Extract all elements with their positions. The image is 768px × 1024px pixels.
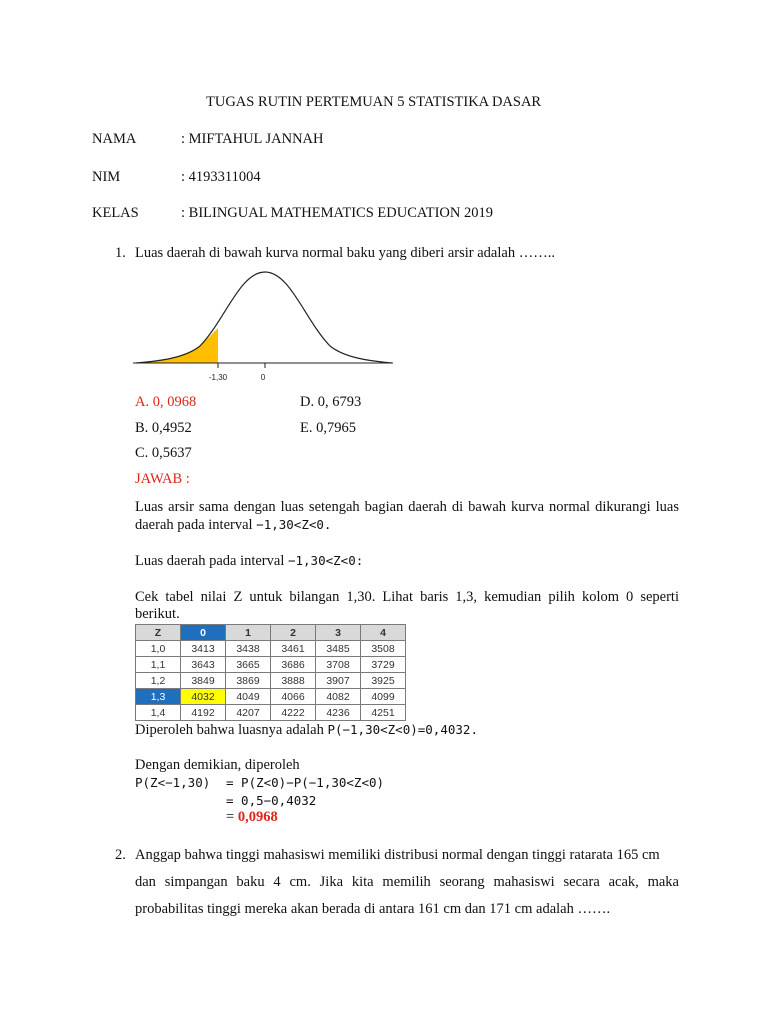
normal-curve-figure <box>130 268 395 388</box>
table-cell: 1,0 <box>136 641 181 657</box>
answer-paragraph-1-text: Luas arsir sama dengan luas setengah bagian daerah di bawah kurva normal dikurangi luas daerah pada interval <box>135 499 679 533</box>
calc-line-2: = 0,5−0,4032 <box>226 793 317 808</box>
z-header-col-4: 4 <box>361 625 406 641</box>
answer-paragraph-2-math: −1,30<Z<0: <box>287 553 364 568</box>
q1-question: Luas daerah di bawah kurva normal baku yang diberi arsir adalah …….. <box>135 245 555 261</box>
z-table-header <box>136 625 406 641</box>
table-cell-highlighted: 4032 <box>181 689 226 705</box>
table-row <box>136 705 406 721</box>
table-cell: 3888 <box>271 673 316 689</box>
table-cell: 3643 <box>181 657 226 673</box>
q2-line-1: Anggap bahwa tinggi mahasiswi memiliki distribusi normal dengan tinggi ratarata 165 cm <box>135 847 660 863</box>
table-cell: 3869 <box>226 673 271 689</box>
q2-line-3: probabilitas tinggi mereka akan berada di antara 161 cm dan 171 cm adalah ……. <box>135 901 611 917</box>
table-cell: 1,2 <box>136 673 181 689</box>
calc-line-3-eq: = <box>226 809 235 825</box>
option-e: E. 0,7965 <box>300 420 356 436</box>
answer-paragraph-5: Dengan demikian, diperoleh <box>135 757 300 773</box>
z-header-col-2: 2 <box>271 625 316 641</box>
class-value: : BILINGUAL MATHEMATICS EDUCATION 2019 <box>181 205 494 221</box>
nim-label: NIM <box>92 169 121 185</box>
name-label: NAMA <box>92 131 137 147</box>
z-table <box>135 624 406 721</box>
option-a: A. 0, 0968 <box>135 394 197 410</box>
shaded-area <box>136 328 218 363</box>
table-cell: 4082 <box>316 689 361 705</box>
table-row-selected <box>136 689 406 705</box>
table-cell: 4207 <box>226 705 271 721</box>
answer-paragraph-4-text: Diperoleh bahwa luasnya adalah <box>135 722 328 738</box>
final-answer: 0,0968 <box>237 809 278 825</box>
table-cell: 3708 <box>316 657 361 673</box>
option-b: B. 0,4952 <box>135 420 192 436</box>
class-label: KELAS <box>92 205 139 221</box>
table-cell: 3849 <box>181 673 226 689</box>
table-cell: 3907 <box>316 673 361 689</box>
table-cell: 1,4 <box>136 705 181 721</box>
table-row <box>136 641 406 657</box>
option-c: C. 0,5637 <box>135 445 192 461</box>
table-cell: 3686 <box>271 657 316 673</box>
table-cell: 4049 <box>226 689 271 705</box>
z-header-col-3: 3 <box>316 625 361 641</box>
table-cell: 3438 <box>226 641 271 657</box>
table-cell: 3665 <box>226 657 271 673</box>
q2-line-2: dan simpangan baku 4 cm. Jika kita memilih seorang mahasiswi secara acak, maka <box>135 874 679 890</box>
axis-label-neg: -1,30 <box>208 373 228 382</box>
nim-value: : 4193311004 <box>181 169 261 185</box>
calc-line-1: = P(Z<0)−P(−1,30<Z<0) <box>226 775 385 790</box>
table-cell-selected-row: 1,3 <box>136 689 181 705</box>
table-cell: 3485 <box>316 641 361 657</box>
table-cell: 4222 <box>271 705 316 721</box>
z-header-col-0: 0 <box>181 625 226 641</box>
table-cell: 4066 <box>271 689 316 705</box>
table-cell: 4251 <box>361 705 406 721</box>
z-header-col-1: 1 <box>226 625 271 641</box>
z-header-z: Z <box>136 625 181 641</box>
table-cell: 3925 <box>361 673 406 689</box>
document-title: TUGAS RUTIN PERTEMUAN 5 STATISTIKA DASAR <box>206 94 542 110</box>
answer-paragraph-4 <box>135 722 478 739</box>
table-cell: 4192 <box>181 705 226 721</box>
table-cell: 1,1 <box>136 657 181 673</box>
answer-paragraph-2 <box>135 553 363 570</box>
table-row <box>136 673 406 689</box>
table-cell: 3729 <box>361 657 406 673</box>
table-cell: 4236 <box>316 705 361 721</box>
table-cell: 4099 <box>361 689 406 705</box>
name-value: : MIFTAHUL JANNAH <box>181 131 324 147</box>
answer-paragraph-3: Cek tabel nilai Z untuk bilangan 1,30. Lihat baris 1,3, kemudian pilih kolom 0 seperti berikut. <box>135 589 679 622</box>
calc-lhs: P(Z<−1,30) <box>135 775 211 790</box>
answer-paragraph-4-math: P(−1,30<Z<0)=0,4032. <box>327 722 478 737</box>
bell-curve <box>136 272 392 363</box>
table-row <box>136 657 406 673</box>
answer-paragraph-1-math: −1,30<Z<0. <box>256 517 332 532</box>
q2-number: 2. <box>115 847 126 863</box>
answer-label: JAWAB : <box>135 471 190 487</box>
table-cell: 3508 <box>361 641 406 657</box>
answer-paragraph-2-text: Luas daerah pada interval <box>135 553 288 569</box>
table-cell: 3461 <box>271 641 316 657</box>
table-cell: 3413 <box>181 641 226 657</box>
calc-line-3 <box>226 809 278 826</box>
axis-label-zero: 0 <box>260 373 266 382</box>
q1-number: 1. <box>115 245 126 261</box>
option-d: D. 0, 6793 <box>300 394 362 410</box>
answer-paragraph-1 <box>135 499 679 534</box>
